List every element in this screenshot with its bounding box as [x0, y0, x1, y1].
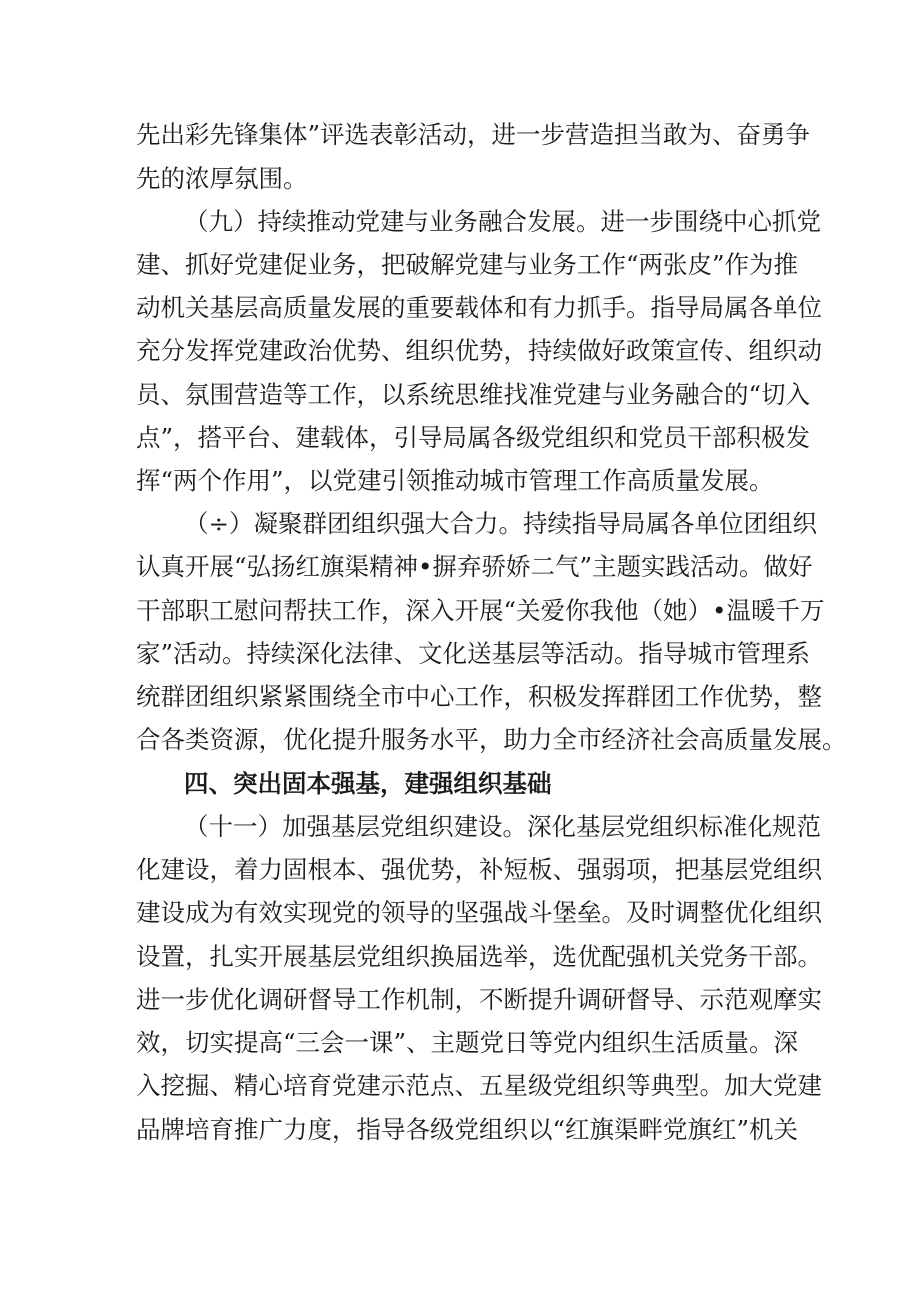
text-line: 充分发挥党建政治优势、组织优势，持续做好政策宣传、组织动	[136, 336, 822, 365]
text-line: 先的浓厚氛围。	[136, 164, 308, 193]
text-line: 效，切实提高“三会一课”、主题党日等党内组织生活质量。深	[136, 1028, 799, 1057]
text-line: 先出彩先锋集体”评选表彰活动，进一步营造担当敢为、奋勇争	[136, 120, 811, 149]
paragraph-start-line: （九）持续推动党建与业务融合发展。进一步围绕中心抓党	[184, 207, 821, 236]
text-line: 统群团组织紧紧围绕全市中心工作，积极发挥群团工作优势，整	[136, 682, 822, 711]
text-line: 设置，扎实开展基层党组织换届选举，选优配强机关党务干部。	[136, 942, 822, 971]
text-line: 建设成为有效实现党的领导的坚强战斗堡垒。及时调整优化组织	[136, 898, 822, 927]
text-line: 干部职工慰问帮扶工作，深入开展“关爱你我他（她）•温暖千万	[136, 596, 825, 625]
text-line: 建、抓好党建促业务，把破解党建与业务工作“两张皮”作为推	[136, 250, 799, 279]
text-line: 入挖掘、精心培育党建示范点、五星级党组织等典型。加大党建	[136, 1071, 822, 1100]
section-heading: 四、突出固本强基，建强组织基础	[184, 769, 552, 798]
text-line: 品牌培育推广力度，指导各级党组织以“红旗渠畔党旗红”机关	[136, 1115, 799, 1144]
text-line: 化建设，着力固根本、强优势，补短板、强弱项，把基层党组织	[136, 855, 822, 884]
text-line: 挥“两个作用”，以党建引领推动城市管理工作高质量发展。	[136, 466, 774, 495]
paragraph-start-line: （十一）加强基层党组织建设。深化基层党组织标准化规范	[184, 812, 821, 841]
text-line: 进一步优化调研督导工作机制，不断提升调研督导、示范观摩实	[136, 985, 822, 1014]
text-line: 家”活动。持续深化法律、文化送基层等活动。指导城市管理系	[136, 639, 811, 668]
text-line: 动机关基层高质量发展的重要载体和有力抓手。指导局属各单位	[136, 293, 822, 322]
text-line: 员、氛围营造等工作，以系统思维找准党建与业务融合的“切入	[136, 380, 811, 409]
text-line: 合各类资源，优化提升服务水平，助力全市经济社会高质量发展。	[136, 725, 847, 754]
text-line: 认真开展“弘扬红旗渠精神•摒弃骄娇二气”主题实践活动。做好	[136, 552, 813, 581]
text-line: 点”，搭平台、建载体，引导局属各级党组织和党员干部积极发	[136, 423, 811, 452]
paragraph-start-line: （÷）凝聚群团组织强大合力。持续指导局属各单位团组织	[184, 509, 818, 538]
